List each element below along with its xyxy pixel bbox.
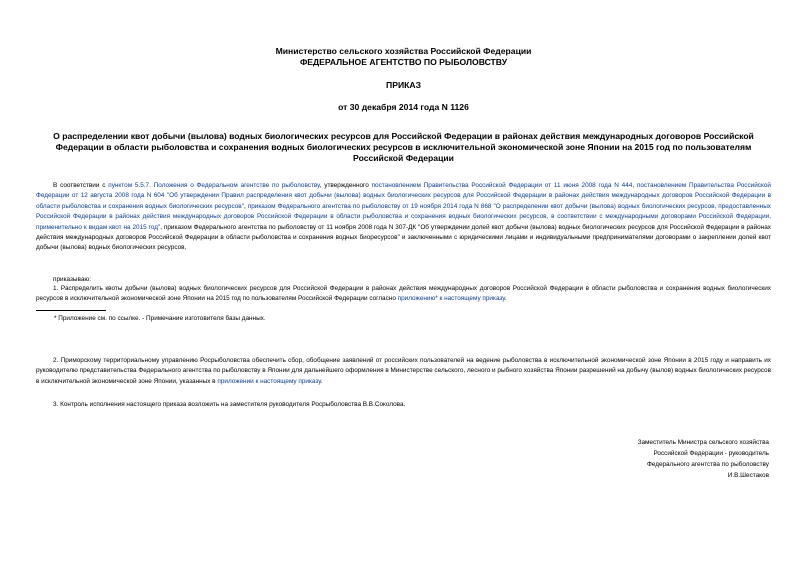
- preamble-text: ,: [243, 202, 248, 210]
- item-2-text: 2. Приморскому территориальному управлению Росрыболовства обеспечить сбор, обобщение заявлений от российских пользователей на ведение рыболовства в исключительной экономической зоне Японии в 2015 году и направить их руководителю представительства Федерального агентства по рыболовству в Японии для дальнейшего оформления в Министерстве сельского, лесного и рыбного хозяйства Японии разрешений на добычу (вылов) водных биологических ресурсов в исключительной экономической зоне Японии, указанных в: [36, 357, 771, 385]
- item-1-paragraph: [36, 284, 771, 305]
- document-title: О распределении квот добычи (вылова) водных биологических ресурсов для Российской Федерации в районах действия международных договоров Российской Федерации в области рыболовства и сохранения водных биологических ресурсов в исключительной экономической зоне Японии на 2015 год по пользователям Российской Федерации: [53, 131, 754, 163]
- preamble-text: , приказом Федерального агентства по рыболовству от 11 ноября 2008 года N 307-ДК "Об утверждении долей квот добычи (вылова) водных биологических ресурсов для Российской Федерации в районах действия международных договоров Российской Федерации в области рыболовства и сохранения водных биоресурсов" и заключенными с юридическими лицами и индивидуальными предпринимателями договорами о закреплении долей квот добычи (вылова) водных биологических ресурсов,: [36, 223, 771, 252]
- item-2-end: .: [320, 377, 323, 385]
- signature-line-1: Заместитель Министра сельского хозяйства: [637, 439, 769, 446]
- preamble-paragraph: [36, 181, 771, 254]
- order-word: приказываю:: [53, 276, 91, 283]
- ministry-name: Министерство сельского хозяйства Российской Федерации: [275, 46, 532, 56]
- item-1-text: 1. Распределить квоты добычи (вылова) водных биологических ресурсов для Российской Федерации в районах действия международных договоров Российской Федерации в области рыболовства и сохранения водных биологических ресурсов в исключительной экономической зоне Японии на 2015 год по пользователям Российской Федерации согласно: [36, 285, 771, 303]
- item-3-paragraph: 3. Контроль исполнения настоящего приказа возложить на заместителя руководителя Росрыболовства В.В.Соколова.: [53, 401, 406, 408]
- signature-line-2: Российской Федерации - руководитель: [653, 450, 769, 457]
- footnote: * Приложение см. по ссылке. - Примечание изготовителя базы данных.: [54, 315, 266, 322]
- appendix-link-2[interactable]: приложении к настоящему приказу: [217, 377, 321, 385]
- appendix-link[interactable]: приложению* к настоящему приказу: [397, 295, 505, 303]
- document-date-number: от 30 декабря 2014 года N 1126: [338, 102, 469, 112]
- signature-line-3: Федерального агентства по рыболовству: [646, 461, 769, 468]
- preamble-text: В соответствии с: [53, 182, 109, 189]
- government-decree-604-link[interactable]: постановлением Правительства Российской Федерации от 12 августа 2008 года N 604 "Об утверждении Правил распределения квот добычи (вылова) водных биологических ресурсов для Российской Федерации в районах действия международных договоров Российской Федерации в области рыболовства и сохранения водных биологических ресурсов": [36, 182, 771, 210]
- signatory-name: И.В.Шестаков: [727, 472, 769, 479]
- item-2-paragraph: [36, 356, 771, 387]
- item-1-end: .: [504, 295, 507, 303]
- agency-order-868-link[interactable]: приказом Федерального агентства по рыболовству от 19 ноября 2014 года N 868 "О распределении квот добычи (вылова) водных биологических ресурсов, предоставленных Российской Федерации в районах действия международных договоров Российской Федерации в области рыболовства и сохранения водных биологических ресурсов, в соответствии с международными договорами Российской Федерации, применительно к видам квот на 2015 год": [36, 202, 771, 231]
- preamble-text: ,: [632, 182, 637, 189]
- regulation-link[interactable]: пунктом 5.5.7. Положения о Федеральном агентстве по рыболовству: [108, 182, 320, 189]
- preamble-text: , утвержденного: [319, 182, 372, 189]
- footnote-divider: [36, 310, 106, 311]
- government-decree-444-link[interactable]: постановлением Правительства Российской Федерации от 11 июня 2008 года N 444: [371, 182, 633, 189]
- document-type: ПРИКАЗ: [386, 80, 421, 90]
- agency-name: ФЕДЕРАЛЬНОЕ АГЕНТСТВО ПО РЫБОЛОВСТВУ: [299, 57, 508, 67]
